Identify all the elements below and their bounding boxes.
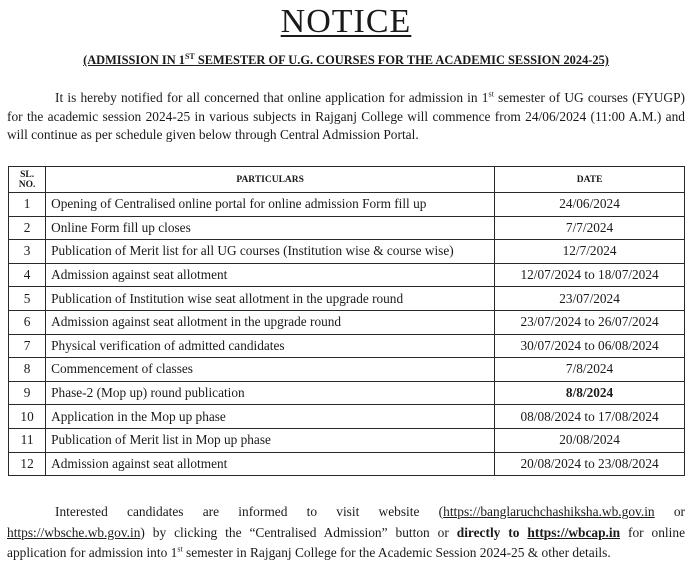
row-date: 23/07/2024 bbox=[495, 287, 685, 311]
row-particular: Phase-2 (Mop up) round publication bbox=[46, 381, 495, 405]
schedule-body bbox=[9, 193, 685, 476]
footer-text-1: Interested candidates are informed to visit website ( bbox=[55, 504, 444, 519]
table-row bbox=[9, 263, 685, 287]
link-banglaruchchashiksha[interactable]: https://banglaruchchashiksha.wb.gov.in bbox=[443, 504, 655, 519]
row-sl-no: 4 bbox=[9, 263, 46, 287]
row-date: 20/08/2024 to 23/08/2024 bbox=[495, 452, 685, 476]
subtitle-pre: (ADMISSION IN 1 bbox=[83, 53, 185, 67]
row-particular: Publication of Merit list for all UG courses (Institution wise & course wise) bbox=[46, 240, 495, 264]
row-sl-no: 6 bbox=[9, 310, 46, 334]
table-row bbox=[9, 405, 685, 429]
footer-paragraph bbox=[7, 502, 685, 564]
table-row bbox=[9, 310, 685, 334]
row-sl-no: 5 bbox=[9, 287, 46, 311]
table-row bbox=[9, 381, 685, 405]
row-sl-no: 3 bbox=[9, 240, 46, 264]
footer-bold-text: directly to bbox=[456, 524, 528, 540]
footer-text-2: or bbox=[654, 504, 685, 519]
row-particular: Opening of Centralised online portal for online admission Form fill up bbox=[46, 193, 495, 217]
table-row bbox=[9, 334, 685, 358]
row-particular: Admission against seat allotment in the upgrade round bbox=[46, 310, 495, 334]
schedule-table bbox=[8, 166, 685, 476]
row-particular: Admission against seat allotment bbox=[46, 263, 495, 287]
row-date: 20/08/2024 bbox=[495, 428, 685, 452]
row-sl-no: 8 bbox=[9, 358, 46, 382]
header-particulars: PARTICULARS bbox=[46, 167, 495, 193]
row-date: 12/07/2024 to 18/07/2024 bbox=[495, 263, 685, 287]
table-row bbox=[9, 193, 685, 217]
row-sl-no: 2 bbox=[9, 216, 46, 240]
row-date: 24/06/2024 bbox=[495, 193, 685, 217]
intro-paragraph bbox=[7, 89, 685, 145]
footer-text-4: for online application for admission into 1 bbox=[7, 524, 686, 560]
table-row bbox=[9, 428, 685, 452]
row-particular: Publication of Merit list in Mop up phase bbox=[46, 428, 495, 452]
row-particular: Publication of Institution wise seat allotment in the upgrade round bbox=[46, 287, 495, 311]
table-row bbox=[9, 452, 685, 476]
row-date: 8/8/2024 bbox=[495, 381, 685, 405]
row-date: 12/7/2024 bbox=[495, 240, 685, 264]
table-row bbox=[9, 216, 685, 240]
intro-sup: st bbox=[488, 89, 494, 99]
intro-post: semester of UG courses (FYUGP) for the academic session 2024-25 in various subjects in Rajganj College will commence from 24/06/2024 (11:00 A.M.) and will continue as per schedule given below through Central Admission Portal. bbox=[7, 90, 685, 142]
row-particular: Application in the Mop up phase bbox=[46, 405, 495, 429]
row-date: 7/8/2024 bbox=[495, 358, 685, 382]
link-wbsche[interactable]: https://wbsche.wb.gov.in bbox=[7, 524, 141, 540]
notice-subtitle bbox=[0, 52, 692, 68]
footer-text-3: ) by clicking the “Centralised Admission” button or bbox=[140, 524, 457, 540]
row-particular: Physical verification of admitted candidates bbox=[46, 334, 495, 358]
header-date: DATE bbox=[495, 167, 685, 193]
footer-text-5: semester in Rajganj College for the Academic Session 2024-25 & other details. bbox=[182, 545, 611, 560]
row-sl-no: 7 bbox=[9, 334, 46, 358]
row-particular: Online Form fill up closes bbox=[46, 216, 495, 240]
row-sl-no: 9 bbox=[9, 381, 46, 405]
subtitle-post: SEMESTER OF U.G. COURSES FOR THE ACADEMIC SESSION 2024-25) bbox=[194, 53, 609, 67]
footer-sup: st bbox=[177, 544, 183, 554]
row-particular: Commencement of classes bbox=[46, 358, 495, 382]
row-sl-no: 1 bbox=[9, 193, 46, 217]
row-date: 08/08/2024 to 17/08/2024 bbox=[495, 405, 685, 429]
table-row bbox=[9, 240, 685, 264]
row-date: 7/7/2024 bbox=[495, 216, 685, 240]
table-row bbox=[9, 358, 685, 382]
row-sl-no: 12 bbox=[9, 452, 46, 476]
row-sl-no: 10 bbox=[9, 405, 46, 429]
table-header-row bbox=[9, 167, 685, 193]
intro-pre: It is hereby notified for all concerned that online application for admission in 1 bbox=[55, 90, 489, 105]
notice-title: NOTICE bbox=[280, 3, 412, 40]
header-sl-no: SL. NO. bbox=[9, 167, 46, 193]
table-row bbox=[9, 287, 685, 311]
row-date: 23/07/2024 to 26/07/2024 bbox=[495, 310, 685, 334]
link-wbcap[interactable]: https://wbcap.in bbox=[527, 524, 621, 540]
subtitle-sup: ST bbox=[184, 51, 195, 61]
row-sl-no: 11 bbox=[9, 428, 46, 452]
row-particular: Admission against seat allotment bbox=[46, 452, 495, 476]
row-date: 30/07/2024 to 06/08/2024 bbox=[495, 334, 685, 358]
